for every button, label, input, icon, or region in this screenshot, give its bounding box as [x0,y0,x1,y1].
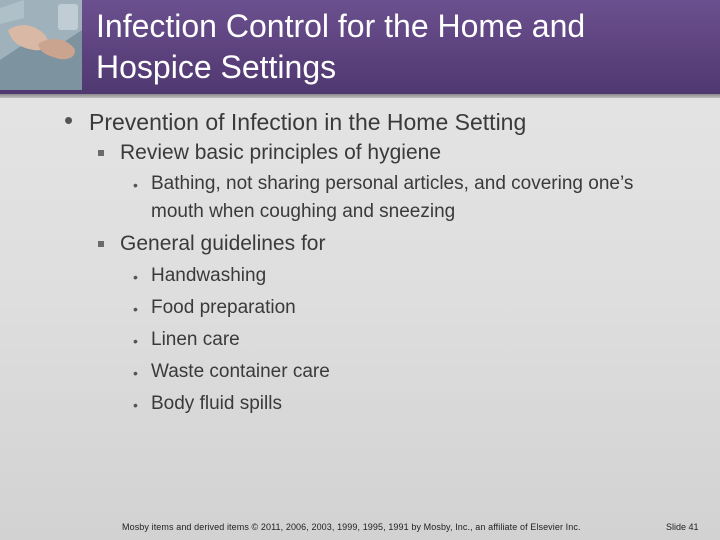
round-bullet-icon: • [64,105,74,135]
guideline-text: Handwashing [151,265,267,286]
round-bullet-icon: • [133,333,138,349]
bullet-level-2 [0,140,720,166]
round-bullet-icon: • [133,177,138,193]
bullet-level-2 [0,231,720,257]
guideline-item [0,262,720,290]
guideline-item [0,294,720,322]
bullet-level-1 [0,105,720,138]
guideline-text: Waste container care [151,361,330,382]
square-bullet-icon [98,150,104,156]
guideline-item [0,358,720,386]
bullet-text: Prevention of Infection in the Home Setting [89,109,527,135]
bullet-text: Review basic principles of hygiene [120,141,441,164]
slide-title: Infection Control for the Home and Hospice Settings [96,8,586,85]
guideline-text: Linen care [151,329,240,350]
round-bullet-icon: • [133,365,138,381]
guideline-item [0,326,720,354]
guideline-item [0,390,720,418]
round-bullet-icon: • [133,397,138,413]
round-bullet-icon: • [133,269,138,285]
copyright-footer: Mosby items and derived items © 2011, 2006, 2003, 1999, 1995, 1991 by Mosby, Inc., an affiliate of Elsevier Inc. [122,522,581,532]
slide-number: Slide 41 [666,522,699,532]
square-bullet-icon [98,241,104,247]
bullet-text: Bathing, not sharing personal articles, and covering one’s mouth when coughing and sneezing [151,173,634,222]
guideline-text: Food preparation [151,297,296,318]
bullet-level-3 [0,170,720,226]
guideline-text: Body fluid spills [151,393,282,414]
bullet-text: General guidelines for [120,232,326,255]
round-bullet-icon: • [133,301,138,317]
